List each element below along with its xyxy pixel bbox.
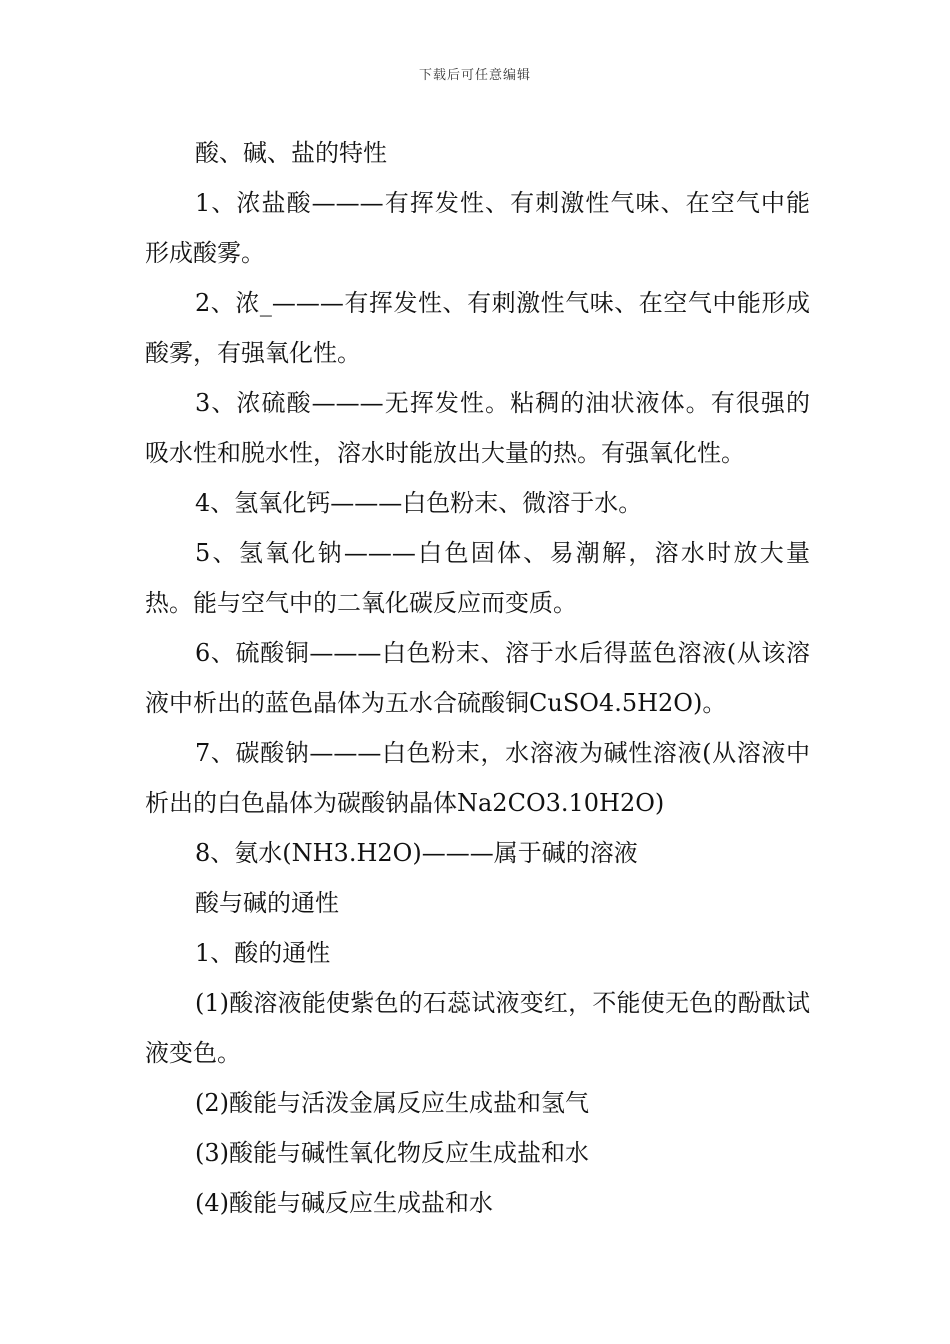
- acid-property-4: (4)酸能与碱反应生成盐和水: [195, 1189, 493, 1217]
- acid-property-2: (2)酸能与活泼金属反应生成盐和氢气: [195, 1089, 589, 1117]
- acid-property-3: (3)酸能与碱性氧化物反应生成盐和水: [195, 1139, 589, 1167]
- document-body: [145, 128, 810, 1228]
- paragraph-item-3: 3、浓硫酸———无挥发性。粘稠的油状液体。有很强的吸水性和脱水性，溶水时能放出大量的热。有强氧化性。: [145, 389, 810, 467]
- section-title-common-properties: 酸与碱的通性: [195, 889, 339, 917]
- paragraph-item-6: 6、硫酸铜———白色粉末、溶于水后得蓝色溶液(从该溶液中析出的蓝色晶体为五水合硫酸铜CuSO4.5H2O)。: [145, 639, 810, 717]
- paragraph-item-4: 4、氢氧化钙———白色粉末、微溶于水。: [195, 489, 643, 517]
- paragraph-item-8: 8、氨水(NH3.H2O)———属于碱的溶液: [195, 839, 638, 867]
- section-title-properties: 酸、碱、盐的特性: [195, 139, 387, 167]
- paragraph-item-1: 1、浓盐酸———有挥发性、有刺激性气味、在空气中能形成酸雾。: [145, 189, 810, 267]
- acid-property-1: (1)酸溶液能使紫色的石蕊试液变红，不能使无色的酚酞试液变色。: [145, 989, 810, 1067]
- subsection-title-acid: 1、酸的通性: [195, 939, 331, 967]
- paragraph-item-7: 7、碳酸钠———白色粉末，水溶液为碱性溶液(从溶液中析出的白色晶体为碳酸钠晶体Na2CO3.10H2O): [145, 739, 810, 817]
- page-header: 下载后可任意编辑: [418, 68, 531, 83]
- paragraph-item-2: 2、浓_———有挥发性、有刺激性气味、在空气中能形成酸雾，有强氧化性。: [145, 289, 810, 367]
- paragraph-item-5: 5、氢氧化钠———白色固体、易潮解，溶水时放大量热。能与空气中的二氧化碳反应而变质。: [145, 539, 810, 617]
